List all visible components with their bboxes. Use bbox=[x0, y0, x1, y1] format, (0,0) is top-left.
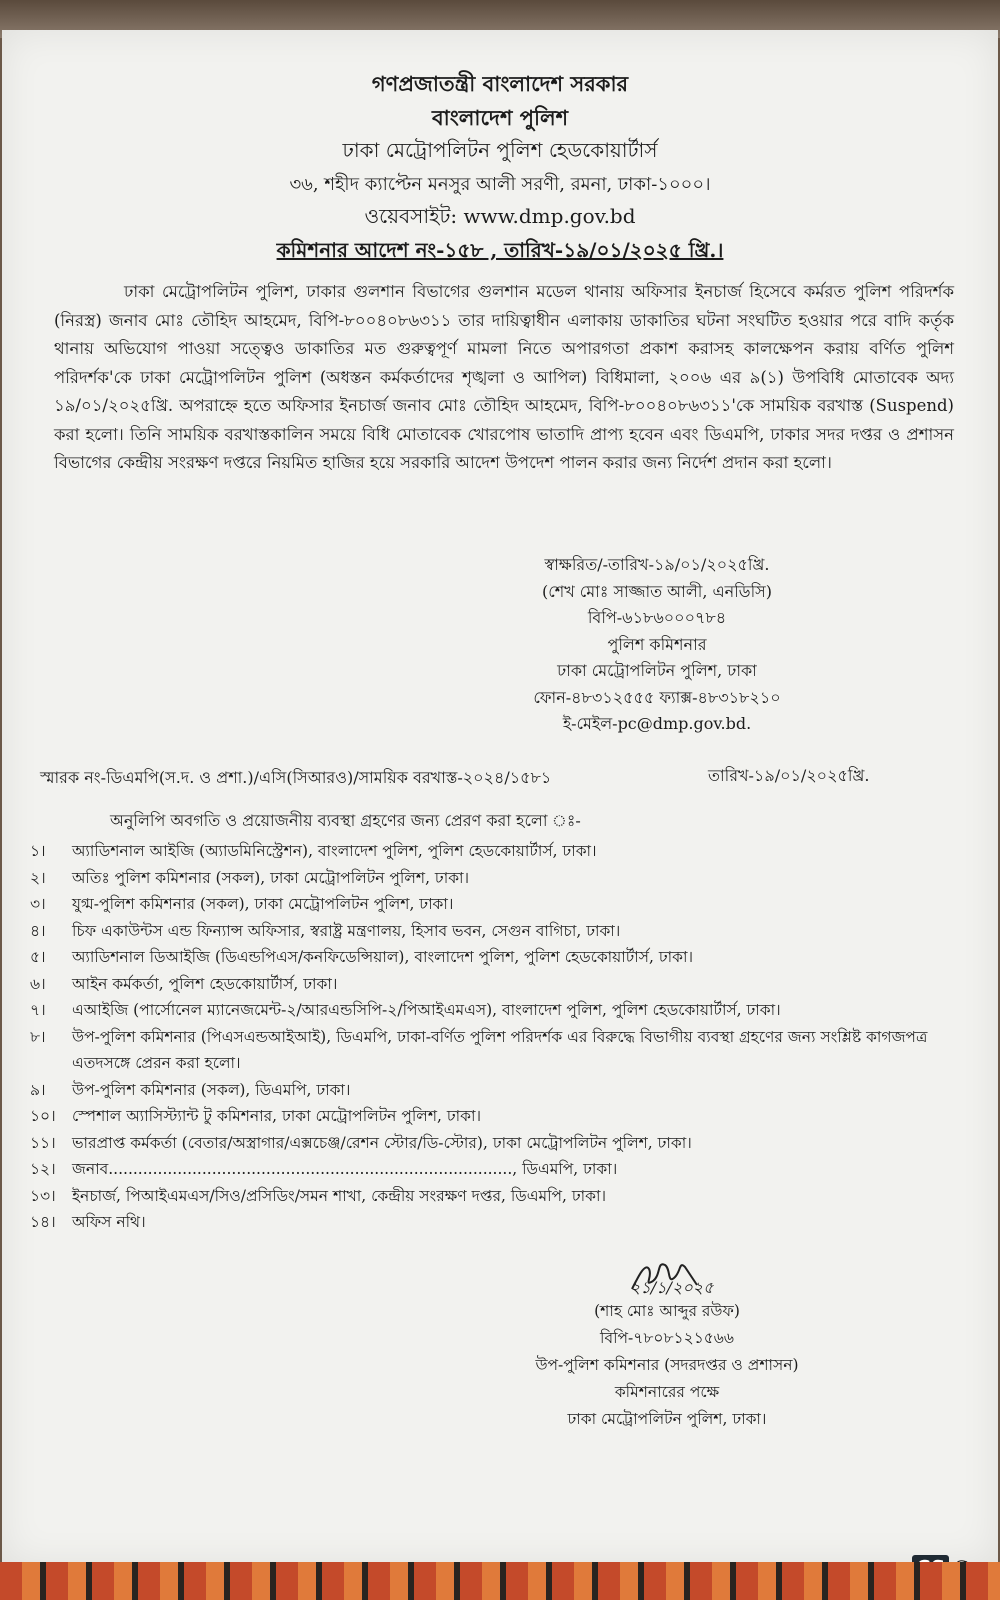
list-item-number: ৮। bbox=[30, 1027, 46, 1046]
list-item bbox=[30, 1209, 940, 1236]
document-page bbox=[2, 30, 998, 1565]
list-item-text: অ্যাডিশনাল আইজি (অ্যাডমিনিস্ট্রেশন), বাংলাদেশ পুলিশ, পুলিশ হেডকোয়ার্টার্স, ঢাকা। bbox=[72, 842, 597, 860]
signature-line: ঢাকা মেট্রোপলিটন পুলিশ, ঢাকা bbox=[557, 661, 757, 680]
list-item-text: অ্যাডিশনাল ডিআইজি (ডিএন্ডপিএস/কনফিডেন্সিয়াল), বাংলাদেশ পুলিশ, পুলিশ হেডকোয়ার্টার্স, ঢাকা। bbox=[72, 948, 693, 966]
list-item-number: ১১। bbox=[30, 1133, 56, 1152]
list-item bbox=[30, 891, 940, 918]
list-item bbox=[30, 1130, 940, 1157]
list-item-text: উপ-পুলিশ কমিশনার (সকল), ডিএমপি, ঢাকা। bbox=[72, 1080, 351, 1099]
signature-line: পুলিশ কমিশনার bbox=[607, 634, 707, 654]
signature-line: ই-মেইল-pc@dmp.gov.bd. bbox=[562, 714, 752, 733]
list-item-text: জনাব.................................................................................., ডিএমপি, ঢাকা। bbox=[72, 1160, 618, 1178]
list-item bbox=[30, 865, 940, 892]
order-body-paragraph: ঢাকা মেট্রোপলিটন পুলিশ, ঢাকার গুলশান বিভাগের গুলশান মডেল থানায় অফিসার ইনচার্জ হিসেবে কর্মরত পুলিশ পরিদর্শক (নিরস্ত্র) জনাব মোঃ তৌহিদ আহমেদ, বিপি-৮০০৪০৮৬৩১১ তার দায়িত্বাধীন এলাকায় ডাকাতির ঘটনা সংঘটিত হওয়ার পরে বাদি কর্তৃক থানায় অভিযোগ পাওয়া সত্ত্বেও ডাকাতির মত গুরুত্বপূর্ণ মামলা নিতে অপারগতা প্রকাশ করাসহ কালক্ষেপন করায় বর্ণিত পুলিশ পরিদর্শক'কে ঢাকা মেট্রোপলিটন পুলিশ (অধস্তন কর্মকর্তাদের শৃঙ্খলা ও আপিল) বিধিমালা, ২০০৬ এর ৯(১) উপবিধি মোতাবেক অদ্য ১৯/০১/২০২৫খ্রি. অপরাহ্নে হতে অফিসার ইনচার্জ জনাব মোঃ তৌহিদ আহমেদ, বিপি-৮০০৪০৮৬৩১১'কে সাময়িক বরখাস্ত (Suspend) করা হলো। তিনি সাময়িক বরখাস্তকালিন সময়ে বিধি মোতাবেক খোরপোষ ভাতাদি প্রাপ্য হবেন এবং ডিএমপি, ঢাকার সদর দপ্তর ও প্রশাসন বিভাগের কেন্দ্রীয় সংরক্ষণ দপ্তরে নিয়মিত হাজির হয়ে সরকারি আদেশ উপদেশ পালন করার জন্য নির্দেশ প্রদান করা হলো। bbox=[54, 282, 954, 472]
copies-title: অনুলিপি অবগতি ও প্রয়োজনীয় ব্যবস্থা গ্রহণের জন্য প্রেরণ করা হলো ঃ- bbox=[110, 811, 581, 830]
list-item-number: ৭। bbox=[30, 1001, 46, 1019]
signature-line: (শাহ মোঃ আব্দুর রউফ) bbox=[594, 1302, 740, 1320]
list-item-number: ৩। bbox=[30, 895, 46, 913]
list-item bbox=[30, 1183, 940, 1210]
list-item bbox=[30, 971, 940, 998]
header-website: ওয়েবসাইট: www.dmp.gov.bd bbox=[364, 204, 636, 228]
list-item bbox=[30, 1156, 940, 1183]
commissioner-signature-block bbox=[522, 552, 792, 738]
list-item bbox=[30, 838, 940, 865]
header-address: ৩৬, শহীদ ক্যাপ্টেন মনসুর আলী সরণী, রমনা, ঢাকা-১০০০। bbox=[289, 174, 711, 195]
list-item-number: ১০। bbox=[30, 1107, 56, 1125]
list-item-number: ১৪। bbox=[30, 1213, 56, 1231]
list-item bbox=[30, 1024, 940, 1077]
list-item-number: ২। bbox=[30, 868, 46, 887]
signature-line: ঢাকা মেট্রোপলিটন পুলিশ, ঢাকা। bbox=[567, 1410, 767, 1428]
list-item-text: এআইজি (পার্সোনেল ম্যানেজমেন্ট-২/আরএন্ডসিপি-২/পিআইএমএস), বাংলাদেশ পুলিশ, পুলিশ হেডকোয়ার্টার্স, ঢাকা। bbox=[72, 1001, 781, 1019]
list-item bbox=[30, 997, 940, 1024]
bottom-background-strip bbox=[0, 1562, 1000, 1600]
header-police: বাংলাদেশ পুলিশ bbox=[431, 105, 569, 130]
list-item-text: উপ-পুলিশ কমিশনার (পিএসএন্ডআইআই), ডিএমপি, ঢাকা-বর্ণিত পুলিশ পরিদর্শক এর বিরুদ্ধে বিভাগীয় ব্যবস্থা গ্রহণের জন্য সংশ্লিষ্ট কাগজপত্র এতদসঙ্গে প্রেরন করা হলো। bbox=[72, 1027, 928, 1072]
signature-line: ফোন-৪৮৩১২৫৫৫ ফ্যাক্স-৪৮৩১৮২১০ bbox=[533, 687, 781, 707]
list-item-number: ৪। bbox=[30, 921, 46, 940]
signature-line: বিপি-৬১৮৬০০০৭৮৪ bbox=[587, 608, 727, 627]
list-item-number: ১২। bbox=[30, 1160, 56, 1178]
list-item-number: ৯। bbox=[30, 1080, 46, 1099]
list-item bbox=[30, 1077, 940, 1104]
list-item bbox=[30, 944, 940, 971]
memo-date: তারিখ-১৯/০১/২০২৫খ্রি. bbox=[708, 766, 870, 785]
list-item-text: অতিঃ পুলিশ কমিশনার (সকল), ঢাকা মেট্রোপলিটন পুলিশ, ঢাকা। bbox=[72, 868, 470, 887]
list-item-number: ৫। bbox=[30, 948, 46, 966]
list-item-text: স্পেশাল অ্যাসিস্ট্যান্ট টু কমিশনার, ঢাকা মেট্রোপলিটন পুলিশ, ঢাকা। bbox=[72, 1107, 481, 1125]
signature-line: কমিশনারের পক্ষে bbox=[614, 1383, 720, 1401]
signature-line: উপ-পুলিশ কমিশনার (সদরদপ্তর ও প্রশাসন) bbox=[535, 1356, 799, 1374]
deputy-commissioner-signature-block bbox=[502, 1298, 832, 1433]
copies-list bbox=[30, 838, 940, 1236]
memo-reference: স্মারক নং-ডিএমপি(স.দ. ও প্রশা.)/এসি(সিআরও)/সাময়িক বরখাস্ত-২০২৪/১৫৮১ bbox=[40, 768, 552, 787]
header-dmp-hq: ঢাকা মেট্রোপলিটন পুলিশ হেডকোয়ার্টার্স bbox=[342, 138, 658, 162]
list-item-text: ইনচার্জ, পিআইএমএস/সিও/প্রসিডিং/সমন শাখা, কেন্দ্রীয় সংরক্ষণ দপ্তর, ডিএমপি, ঢাকা। bbox=[72, 1186, 607, 1205]
list-item-text: চিফ একাউন্টস এন্ড ফিন্যান্স অফিসার, স্বরাষ্ট্র মন্ত্রণালয়, হিসাব ভবন, সেগুন বাগিচা, ঢাকা। bbox=[72, 921, 621, 940]
signature-line: (শেখ মোঃ সাজ্জাত আলী, এনডিসি) bbox=[542, 581, 772, 601]
signature-line: স্বাক্ষরিত/-তারিখ-১৯/০১/২০২৫খ্রি. bbox=[544, 555, 770, 574]
header-government: গণপ্রজাতন্ত্রী বাংলাদেশ সরকার bbox=[371, 71, 629, 96]
list-item-text: অফিস নথি। bbox=[72, 1213, 146, 1231]
signature-line: বিপি-৭৮০৮১২১৫৬৬ bbox=[600, 1329, 734, 1347]
list-item bbox=[30, 1103, 940, 1130]
list-item-text: ভারপ্রাপ্ত কর্মকর্তা (বেতার/অস্ত্রাগার/এক্সচেঞ্জ/রেশন স্টোর/ডি-স্টোর), ঢাকা মেট্রোপলিটন পুলিশ, ঢাকা। bbox=[72, 1133, 692, 1152]
order-number-line: কমিশনার আদেশ নং-১৫৮ , তারিখ-১৯/০১/২০২৫ খ্রি.। bbox=[276, 238, 724, 262]
list-item-number: ১। bbox=[30, 842, 46, 860]
list-item bbox=[30, 918, 940, 945]
list-item-text: যুগ্ম-পুলিশ কমিশনার (সকল), ঢাকা মেট্রোপলিটন পুলিশ, ঢাকা। bbox=[72, 895, 454, 913]
list-item-number: ৬। bbox=[30, 974, 46, 993]
list-item-text: আইন কর্মকর্তা, পুলিশ হেডকোয়ার্টার্স, ঢাকা। bbox=[72, 974, 338, 993]
list-item-number: ১৩। bbox=[30, 1186, 56, 1205]
handwritten-date: ২১/১/২০২৫ bbox=[630, 1278, 714, 1297]
